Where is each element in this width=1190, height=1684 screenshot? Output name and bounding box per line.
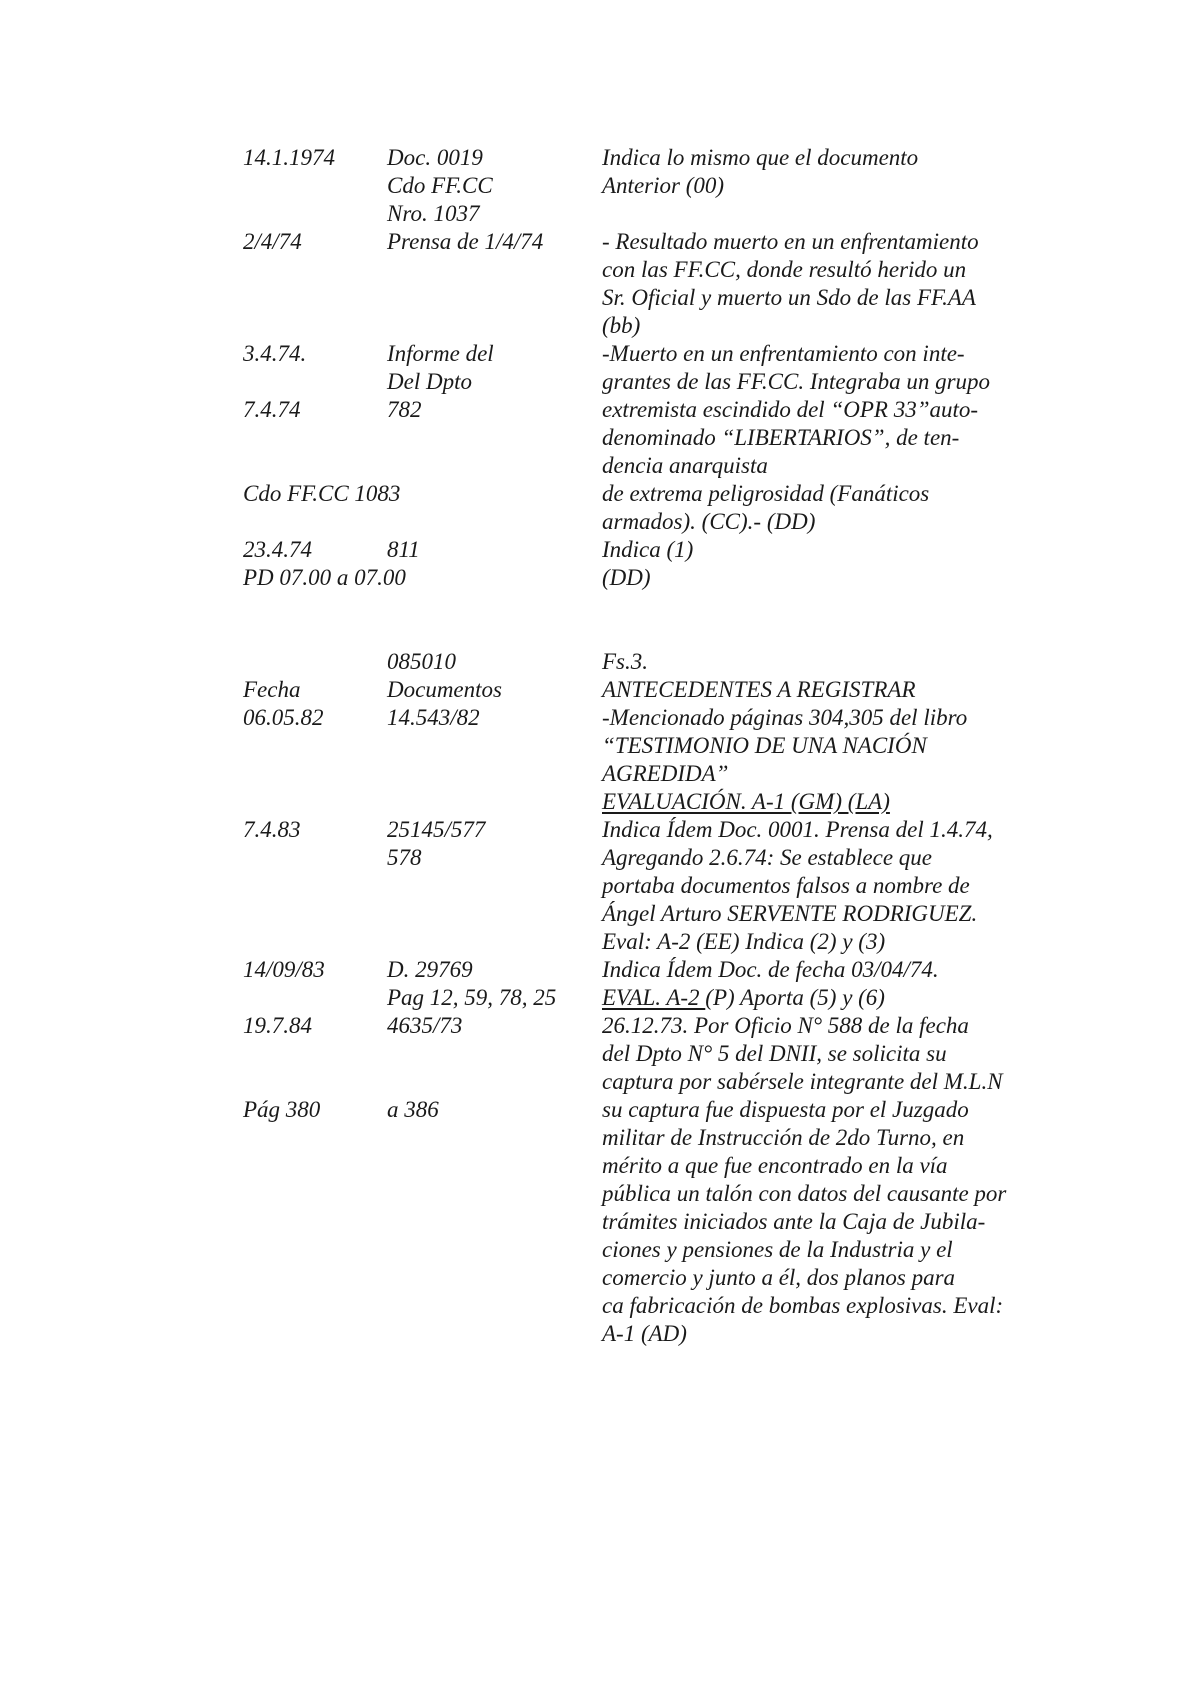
entry-document: Del Dpto bbox=[387, 369, 472, 394]
entry-text: (bb) bbox=[602, 313, 641, 338]
entry-text: -Muerto en un enfrentamiento con inte- bbox=[602, 341, 965, 366]
document-number: 085010 bbox=[387, 649, 456, 674]
column-header-documents: Documentos bbox=[387, 677, 502, 702]
entry-text: Indica (1) bbox=[602, 537, 694, 562]
entry-document: 782 bbox=[387, 397, 422, 422]
entry-text: denominado “LIBERTARIOS”, de ten- bbox=[602, 425, 960, 450]
entry-text: Eval: A-2 (EE) Indica (2) y (3) bbox=[602, 929, 886, 954]
entry-text bbox=[602, 984, 885, 1012]
entry-text: Anterior (00) bbox=[602, 173, 725, 198]
column-header-antecedentes: ANTECEDENTES A REGISTRAR bbox=[602, 677, 916, 702]
entry-document: Doc. 0019 bbox=[387, 145, 483, 170]
entry-text: mérito a que fue encontrado en la vía bbox=[602, 1153, 948, 1178]
entry-text: armados). (CC).- (DD) bbox=[602, 509, 816, 534]
entry-text: AGREDIDA” bbox=[602, 761, 729, 786]
entry-text: ca fabricación de bombas explosivas. Eval: bbox=[602, 1293, 1004, 1318]
entry-text: Agregando 2.6.74: Se establece que bbox=[602, 845, 932, 870]
entry-document: 811 bbox=[387, 537, 420, 562]
entry-document: 25145/577 bbox=[387, 817, 486, 842]
entry-text-rest: (P) Aporta (5) y (6) bbox=[705, 985, 885, 1010]
entry-text: Indica lo mismo que el documento bbox=[602, 145, 919, 170]
entry-document: Pag 12, 59, 78, 25 bbox=[387, 985, 557, 1010]
entry-date: Pág 380 bbox=[243, 1097, 321, 1122]
evaluation-text: EVALUACIÓN. A-1 (GM) (LA) bbox=[602, 789, 890, 814]
entry-date: 3.4.74. bbox=[243, 341, 307, 366]
entry-document: 578 bbox=[387, 845, 422, 870]
entry-date: PD 07.00 a 07.00 bbox=[243, 565, 406, 590]
entry-text: grantes de las FF.CC. Integraba un grupo bbox=[602, 369, 991, 394]
entry-date: 7.4.74 bbox=[243, 397, 301, 422]
entry-document: Prensa de 1/4/74 bbox=[387, 229, 544, 254]
entry-date: 19.7.84 bbox=[243, 1013, 312, 1038]
entry-text: A-1 (AD) bbox=[602, 1321, 687, 1346]
entry-document: 4635/73 bbox=[387, 1013, 463, 1038]
entry-text: Indica Ídem Doc. de fecha 03/04/74. bbox=[602, 957, 939, 982]
entry-text: 26.12.73. Por Oficio N° 588 de la fecha bbox=[602, 1013, 969, 1038]
entry-text: del Dpto N° 5 del DNII, se solicita su bbox=[602, 1041, 947, 1066]
entry-document: Cdo FF.CC bbox=[387, 173, 493, 198]
entry-document: 14.543/82 bbox=[387, 705, 480, 730]
entry-text: de extrema peligrosidad (Fanáticos bbox=[602, 481, 930, 506]
entry-date: 06.05.82 bbox=[243, 705, 324, 730]
entry-document: a 386 bbox=[387, 1097, 439, 1122]
entry-text: Sr. Oficial y muerto un Sdo de las FF.AA bbox=[602, 285, 976, 310]
entry-text: dencia anarquista bbox=[602, 453, 768, 478]
entry-date: 7.4.83 bbox=[243, 817, 301, 842]
entry-text: Indica Ídem Doc. 0001. Prensa del 1.4.74, bbox=[602, 817, 993, 842]
entry-text: su captura fue dispuesta por el Juzgado bbox=[602, 1097, 969, 1122]
entry-text: portaba documentos falsos a nombre de bbox=[602, 873, 970, 898]
entry-text: (DD) bbox=[602, 565, 651, 590]
entry-text: “TESTIMONIO DE UNA NACIÓN bbox=[602, 733, 927, 758]
entry-text: trámites iniciados ante la Caja de Jubila- bbox=[602, 1209, 986, 1234]
evaluation-text: EVAL. A-2 bbox=[602, 985, 706, 1010]
entry-date: 14.1.1974 bbox=[243, 145, 335, 170]
entry-text: extremista escindido del “OPR 33”auto- bbox=[602, 397, 979, 422]
entry-text: -Mencionado páginas 304,305 del libro bbox=[602, 705, 968, 730]
entry-text: comercio y junto a él, dos planos para bbox=[602, 1265, 956, 1290]
entry-text: Ángel Arturo SERVENTE RODRIGUEZ. bbox=[602, 901, 978, 926]
entry-text: pública un talón con datos del causante por bbox=[602, 1181, 1007, 1206]
entry-text: captura por sabérsele integrante del M.L.N bbox=[602, 1069, 1003, 1094]
entry-date: 14/09/83 bbox=[243, 957, 325, 982]
entry-text: ciones y pensiones de la Industria y el bbox=[602, 1237, 953, 1262]
entry-text: militar de Instrucción de 2do Turno, en bbox=[602, 1125, 965, 1150]
column-header-date: Fecha bbox=[243, 677, 301, 702]
entry-date: 23.4.74 bbox=[243, 537, 312, 562]
entry-document: D. 29769 bbox=[387, 957, 473, 982]
entry-date: 2/4/74 bbox=[243, 229, 302, 254]
entry-text: - Resultado muerto en un enfrentamiento bbox=[602, 229, 979, 254]
entry-text: con las FF.CC, donde resultó herido un bbox=[602, 257, 967, 282]
entry-date: Cdo FF.CC 1083 bbox=[243, 481, 401, 506]
folio-number: Fs.3. bbox=[602, 649, 648, 674]
entry-document: Informe del bbox=[387, 341, 494, 366]
entry-document: Nro. 1037 bbox=[387, 201, 480, 226]
